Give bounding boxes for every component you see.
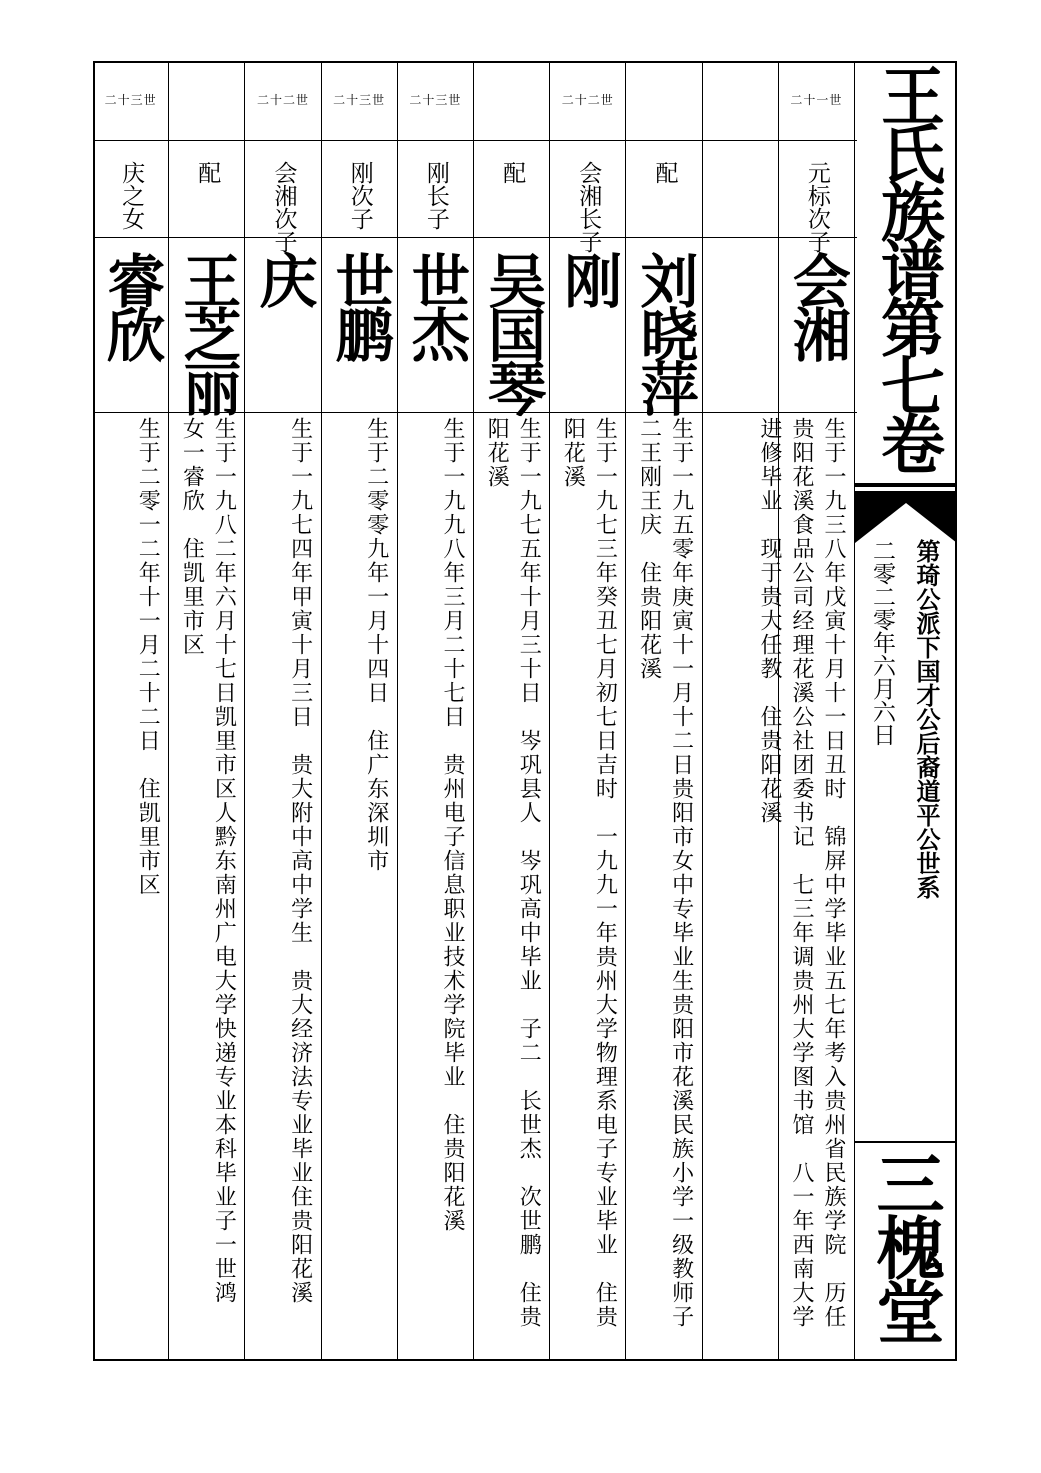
generation-label: 二十一世 <box>790 93 843 107</box>
person-column <box>169 61 245 1361</box>
person-bio: 生于一九七四年甲寅十月三日 贵大附中高中学生 贵大经济法专业毕业住贵阳花溪 <box>287 417 313 1305</box>
relation-label: 元标次子 <box>803 161 830 253</box>
relation-label: 配 <box>499 161 526 184</box>
person-column <box>322 61 398 1361</box>
compile-date: 二零二零年六月六日 <box>869 539 895 746</box>
person-bio: 生于一九七三年癸丑七月初七日吉时 一九九一年贵州大学物理系电子专业毕业 住贵阳花溪 <box>560 417 618 1329</box>
relation-label: 刚长子 <box>422 161 449 230</box>
person-column <box>756 61 855 1361</box>
person-column <box>245 61 321 1361</box>
book-title: 王氏族谱第七卷 <box>870 63 945 469</box>
title-column <box>855 61 957 1361</box>
person-bio: 生于一九五零年庚寅十一月十二日贵阳市女中专毕业生贵阳市花溪民族小学一级教师子二王刚王庆 住贵阳花溪 <box>636 417 694 1329</box>
person-name: 王芝丽 <box>173 251 242 413</box>
generation-label: 二十二世 <box>561 93 614 107</box>
person-column <box>398 61 474 1361</box>
person-bio: 生于一九七五年十月三十日 岑巩县人 岑巩高中毕业 子二 长世杰 次世鹏 住贵阳花溪 <box>484 417 542 1329</box>
person-name: 庆 <box>249 251 318 305</box>
person-name: 吴国琴 <box>478 251 547 413</box>
lineage-subtitle: 第琦公派下国才公后裔道平公世系 <box>912 539 941 899</box>
person-bio: 生于二零一二年十一月二十二日 住凯里市区 <box>135 417 161 897</box>
relation-label: 会湘次子 <box>270 161 297 253</box>
person-name: 刚 <box>554 251 623 305</box>
title-divider-ornament <box>855 483 957 543</box>
person-bio: 生于一九三八年戊寅十月十一日丑时 锦屏中学毕业五七年考入贵州省民族学院 历任贵阳花溪食品公司经理花溪公社团委书记 七三年调贵州大学图书馆 八一年西南大学进修毕业 现于贵大任教 住贵阳花溪 <box>756 417 846 1329</box>
person-column <box>703 61 779 1361</box>
relation-label: 配 <box>651 161 678 184</box>
generation-label: 二十三世 <box>333 93 386 107</box>
person-bio: 生于一九八二年六月十七日凯里市区人黔东南州广电大学快递专业本科毕业子一世鸿 女一睿欣 住凯里市区 <box>179 417 237 1329</box>
person-name: 睿欣 <box>97 251 166 359</box>
relation-label: 会湘长子 <box>575 161 602 253</box>
generation-label: 二十三世 <box>409 93 462 107</box>
relation-label: 配 <box>194 161 221 184</box>
person-name: 世杰 <box>401 251 470 359</box>
hall-divider <box>855 1141 957 1143</box>
hall-name: 三槐堂 <box>865 1149 945 1341</box>
person-bio: 生于一九九八年三月二十七日 贵州电子信息职业技术学院毕业 住贵阳花溪 <box>439 417 465 1233</box>
person-name: 刘晓萍 <box>630 251 699 413</box>
relation-label: 刚次子 <box>346 161 373 230</box>
person-bio: 生于二零零九年一月十四日 住广东深圳市 <box>363 417 389 873</box>
person-name: 会湘 <box>782 251 851 359</box>
person-column <box>93 61 169 1361</box>
person-name: 世鹏 <box>325 251 394 359</box>
person-column <box>474 61 550 1361</box>
person-bio <box>709 417 773 1337</box>
generation-label: 二十三世 <box>104 93 157 107</box>
generation-label: 二十二世 <box>256 93 309 107</box>
person-column <box>550 61 626 1361</box>
person-column <box>626 61 702 1361</box>
relation-label: 庆之女 <box>118 161 145 230</box>
